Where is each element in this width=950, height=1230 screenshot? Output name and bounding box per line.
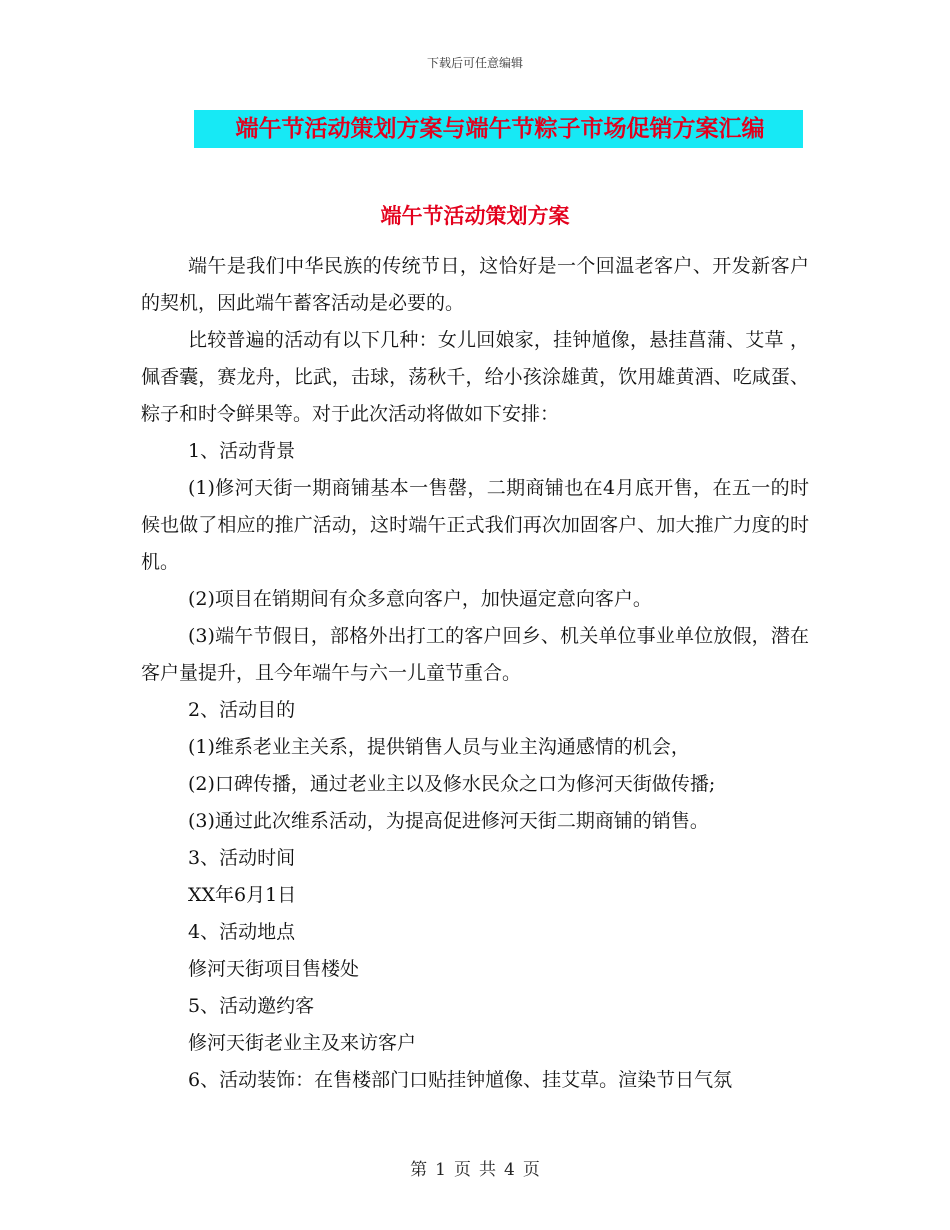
- paragraph: (3)通过此次维系活动，为提高促进修河天街二期商铺的销售。: [188, 810, 709, 832]
- paragraph: 端午是我们中华民族的传统节日，这恰好是一个回温老客户、开发新客户的契机，因此端午蓄客活动是必要的。: [141, 255, 809, 314]
- paragraph: (1)维系老业主关系，提供销售人员与业主沟通感情的机会，: [188, 736, 690, 758]
- footer-page-number: 1: [435, 1160, 446, 1180]
- document-title: 端午节活动策划方案与端午节粽子市场促销方案汇编: [235, 116, 765, 142]
- paragraph: (1)修河天街一期商铺基本一售罄，二期商铺也在4月底开售，在五一的时候也做了相应的推广活动，这时端午正式我们再次加固客户、加大推广力度的时机。: [141, 477, 809, 573]
- page-header-note: 下载后可任意编辑: [426, 56, 523, 70]
- footer-prefix: 第: [410, 1160, 428, 1180]
- heading-invitees: 5、活动邀约客: [188, 995, 315, 1017]
- section-title: 端午节活动策划方案: [380, 204, 570, 228]
- document-body: [141, 248, 809, 1099]
- paragraph: 比较普遍的活动有以下几种：女儿回娘家，挂钟馗像，悬挂菖蒲、艾草 ，佩香囊，赛龙舟，比武，击球，荡秋千，给小孩涂雄黄，饮用雄黄酒、吃咸蛋、粽子和时令鲜果等。对于此次活动将做如下安排：: [141, 329, 809, 425]
- paragraph: 修河天街项目售楼处: [188, 958, 360, 980]
- heading-location: 4、活动地点: [188, 921, 296, 943]
- footer-suffix: 页: [522, 1160, 540, 1180]
- paragraph: 修河天街老业主及来访客户: [188, 1032, 417, 1054]
- footer-total-prefix: 共: [479, 1160, 496, 1180]
- paragraph: (2)口碑传播，通过老业主以及修水民众之口为修河天街做传播;: [188, 773, 716, 795]
- paragraph: XX年6月1日: [188, 884, 297, 906]
- footer-page-word: 页: [454, 1160, 471, 1180]
- heading-purpose: 2、活动目的: [188, 699, 296, 721]
- footer-total-pages: 4: [504, 1160, 515, 1180]
- heading-time: 3、活动时间: [188, 847, 296, 869]
- heading-decoration: 6、活动装饰：在售楼部门口贴挂钟馗像、挂艾草。渲染节日气氛: [188, 1069, 733, 1091]
- paragraph: (2)项目在销期间有众多意向客户，加快逼定意向客户。: [188, 588, 652, 610]
- page-footer: [0, 1155, 950, 1180]
- paragraph: (3)端午节假日，部格外出打工的客户回乡、机关单位事业单位放假，潜在客户量提升，且今年端午与六一儿童节重合。: [141, 625, 809, 684]
- heading-background: 1、活动背景: [188, 440, 296, 462]
